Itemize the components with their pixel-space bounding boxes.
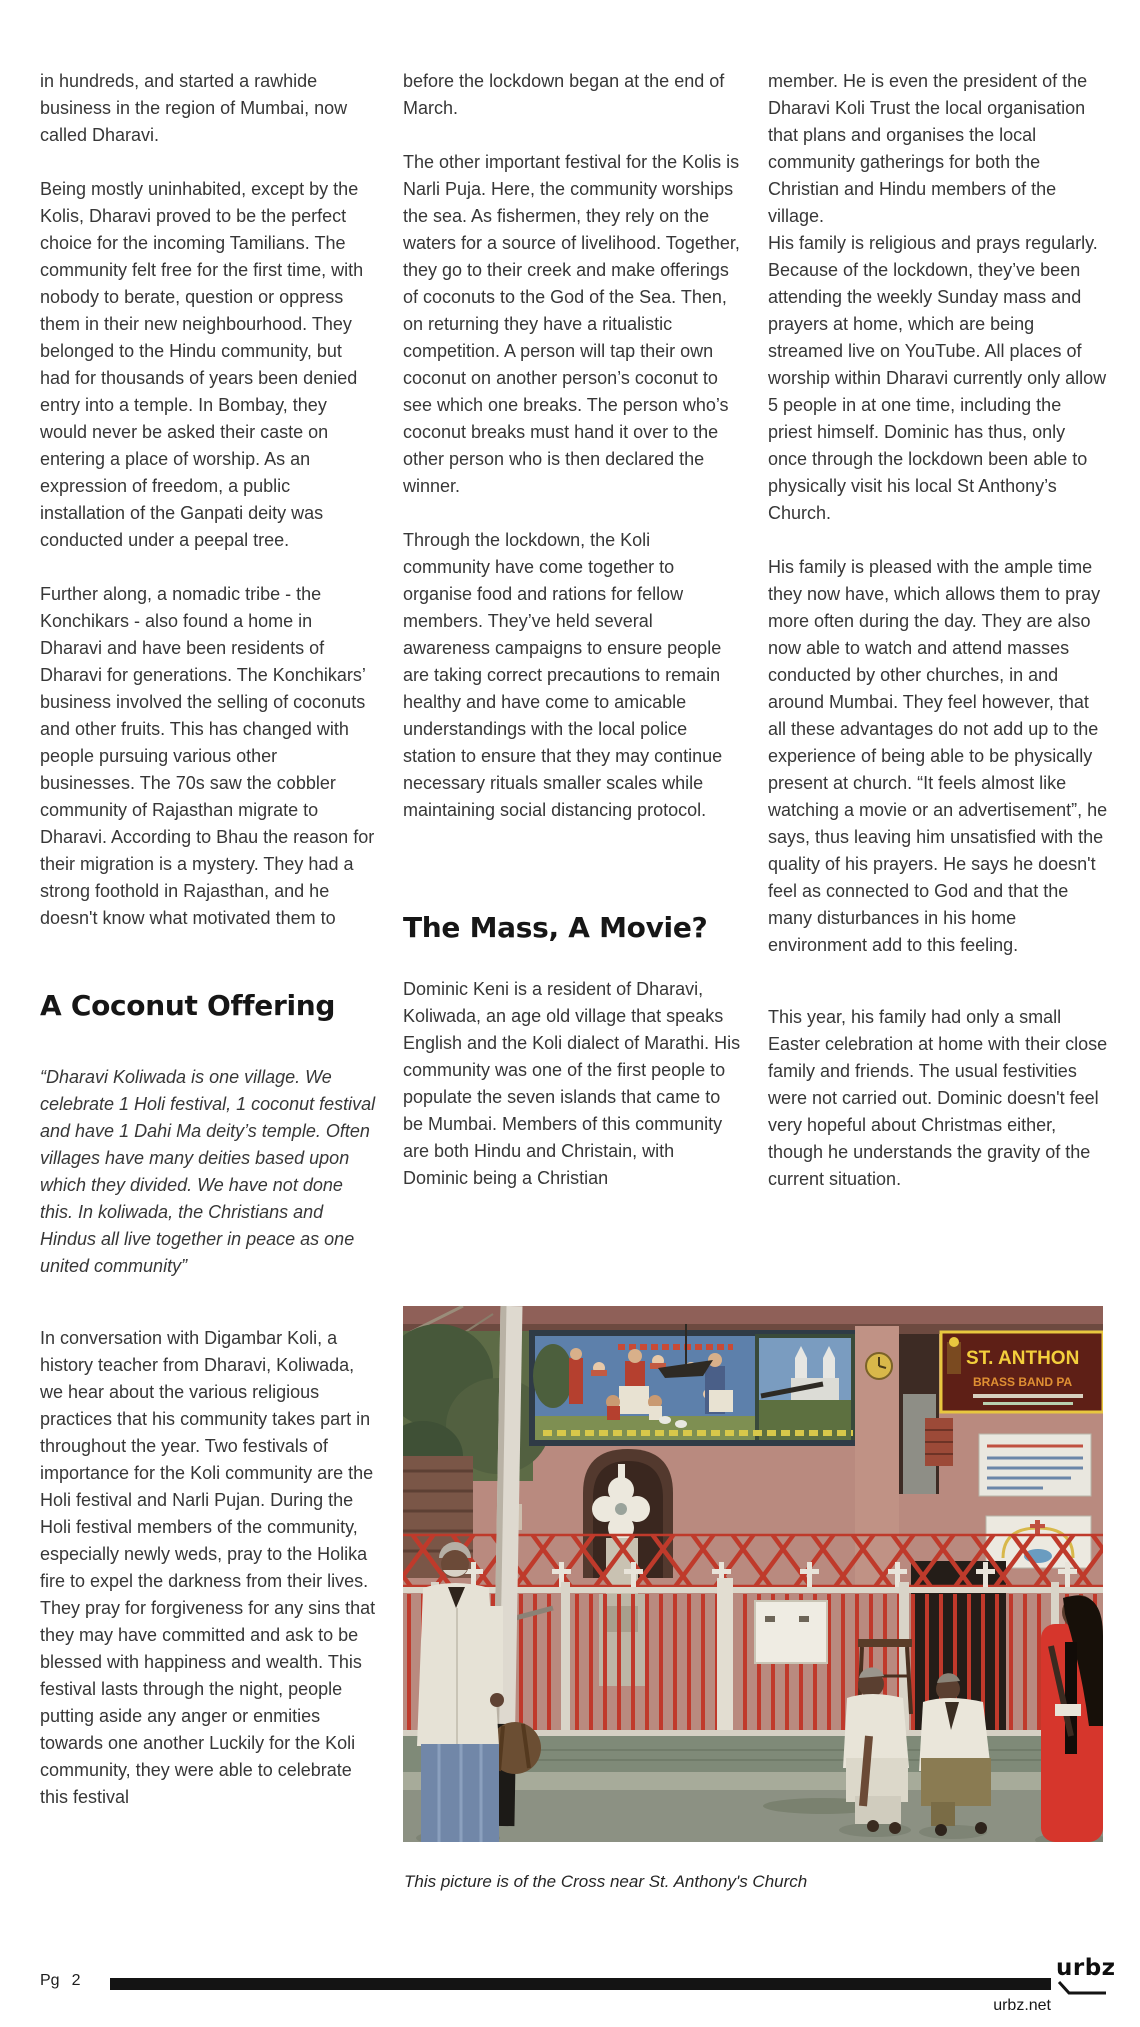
religious-mural	[529, 1330, 861, 1446]
column-3	[768, 68, 1108, 1220]
page-number-value: 2	[71, 1972, 81, 1989]
pull-quote: “Dharavi Koliwada is one village. We celebrate 1 Holi festival, 1 coconut festival and have 1 Dahi Ma deity’s temple. Often villages have many deities based upon which they divided. We have not done this. In koliwada, the Christians and Hindus all live together in peace as one united community”	[40, 1067, 376, 1276]
photo-caption: This picture is of the Cross near St. Anthony's Church	[404, 1872, 808, 1891]
paragraph: In conversation with Digambar Koli, a history teacher from Dharavi, Koliwada, we hear about the various religious practices that his community takes part in throughout the year. Two festivals of importance for the Koli community are the Holi festival and Narli Pujan. During the Holi festival members of the community, especially newly weds, pray to the Holika fire to expel the darkness from their lives. They pray for forgiveness for any sins that they may have committed and ask to be blessed with happiness and wealth. This festival lasts through the night, people putting aside any anger or enmities towards one another Luckily for the Koli community, they were able to celebrate this festival	[40, 1328, 376, 1807]
paragraph: His family is pleased with the ample time they now have, which allows them to pray more often during the day. They are also now able to watch and attend masses conducted by other churches, in and around Mumbai. They feel however, that all these advantages do not add up to the experience of being able to be physically present at church. “It feels almost like watching a movie or an advertisement”, he says, thus leaving him unsatisfied with the quality of his prayers. He says he doesn't feel as connected to God and that the many disturbances in his home environment add to this feeling.	[768, 557, 1108, 955]
paragraph: Further along, a nomadic tribe - the Konchikars - also found a home in Dharavi and have been residents of Dharavi for generations. The Konchikars’ business involved the selling of coconuts and other fruits. This has changed with people pursuing various other businesses. The 70s saw the cobbler community of Rajasthan migrate to Dharavi. According to Bhau the reason for their migration is a mystery. They had a strong foothold in Rajasthan, and he doesn't know what motivated them to	[40, 584, 375, 928]
church-photo	[403, 1306, 1103, 1842]
paragraph: before the lockdown began at the end of March.	[403, 71, 725, 118]
urbz-logo-text: urbz	[1056, 1955, 1116, 1981]
church-photo-illustration	[403, 1306, 1103, 1842]
paragraph: member. He is even the president of the Dharavi Koli Trust the local organisation that plans and organises the local community gatherings for both the Christian and Hindu members of the village.	[768, 71, 1088, 226]
woman-in-red	[1035, 1595, 1103, 1842]
paragraph: His family is religious and prays regularly. Because of the lockdown, they’ve been attending the weekly Sunday mass and prayers at home, which are being streamed live on YouTube. All places of worship within Dharavi currently only allow 5 people in at one time, including the priest himself. Dominic has thus, only once through the lockdown been able to physically visit his local St Anthony’s Church.	[768, 233, 1107, 523]
urbz-logo-mark-icon	[1056, 1981, 1108, 1996]
section-heading-coconut-offering: A Coconut Offering	[40, 989, 336, 1022]
svg-text:ST. ANTHON: ST. ANTHON	[966, 1348, 1080, 1369]
paragraph: Dominic Keni is a resident of Dharavi, Koliwada, an age old village that speaks English and the Koli dialect of Marathi. His community was one of the first people to populate the seven islands that came to be Mumbai. Members of this community are both Hindu and Christain, with Dominic being a Christian	[403, 979, 741, 1188]
website-url: urbz.net	[993, 1997, 1051, 2014]
urbz-logo	[1056, 1956, 1116, 1996]
paragraph: Through the lockdown, the Koli community have come together to organise food and rations for fellow members. They’ve held several awareness campaigns to ensure people are taking correct precautions to remain healthy and have come to amicable understandings with the local police station to ensure that they may continue necessary rituals smaller scales while maintaining social distancing protocol.	[403, 530, 723, 820]
column-2	[403, 68, 741, 1219]
st-anthony-sign	[941, 1332, 1103, 1412]
footer-rule	[110, 1978, 1051, 1990]
paragraph: This year, his family had only a small Easter celebration at home with their close family and friends. The usual festivities were not carried out. Dominic doesn't feel very hopeful about Christmas either, though he understands the gravity of the current situation.	[768, 1007, 1108, 1189]
paragraph: in hundreds, and started a rawhide business in the region of Mumbai, now called Dharavi.	[40, 71, 348, 145]
paragraph: The other important festival for the Kolis is Narli Puja. Here, the community worships the sea. As fishermen, they rely on the waters for a source of livelihood. Together, they go to their creek and make offerings of coconuts to the God of the Sea. Then, on returning they have a ritualistic competition. A person will tap their own coconut on another person’s coconut to see which one breaks. The person who’s coconut breaks must hand it over to the other person who is then declared the winner.	[403, 152, 740, 496]
column-1	[40, 68, 376, 1838]
page-label: Pg	[40, 1972, 60, 1989]
svg-text:BRASS BAND PA: BRASS BAND PA	[973, 1375, 1073, 1389]
section-heading-the-mass-a-movie: The Mass, A Movie?	[403, 911, 708, 944]
paragraph: Being mostly uninhabited, except by the Kolis, Dharavi proved to be the perfect choice for the incoming Tamilians. The community felt free for the first time, with nobody to berate, question or oppress them in their new neighbourhood. They belonged to the Hindu community, but had for thousands of years been denied entry into a temple. In Bombay, they would never be asked their caste on entering a place of worship. As an expression of freedom, a public installation of the Ganpati deity was conducted under a peepal tree.	[40, 179, 364, 550]
mailbox	[755, 1601, 827, 1663]
page-number	[40, 1972, 80, 1990]
wall-clock	[866, 1353, 892, 1379]
